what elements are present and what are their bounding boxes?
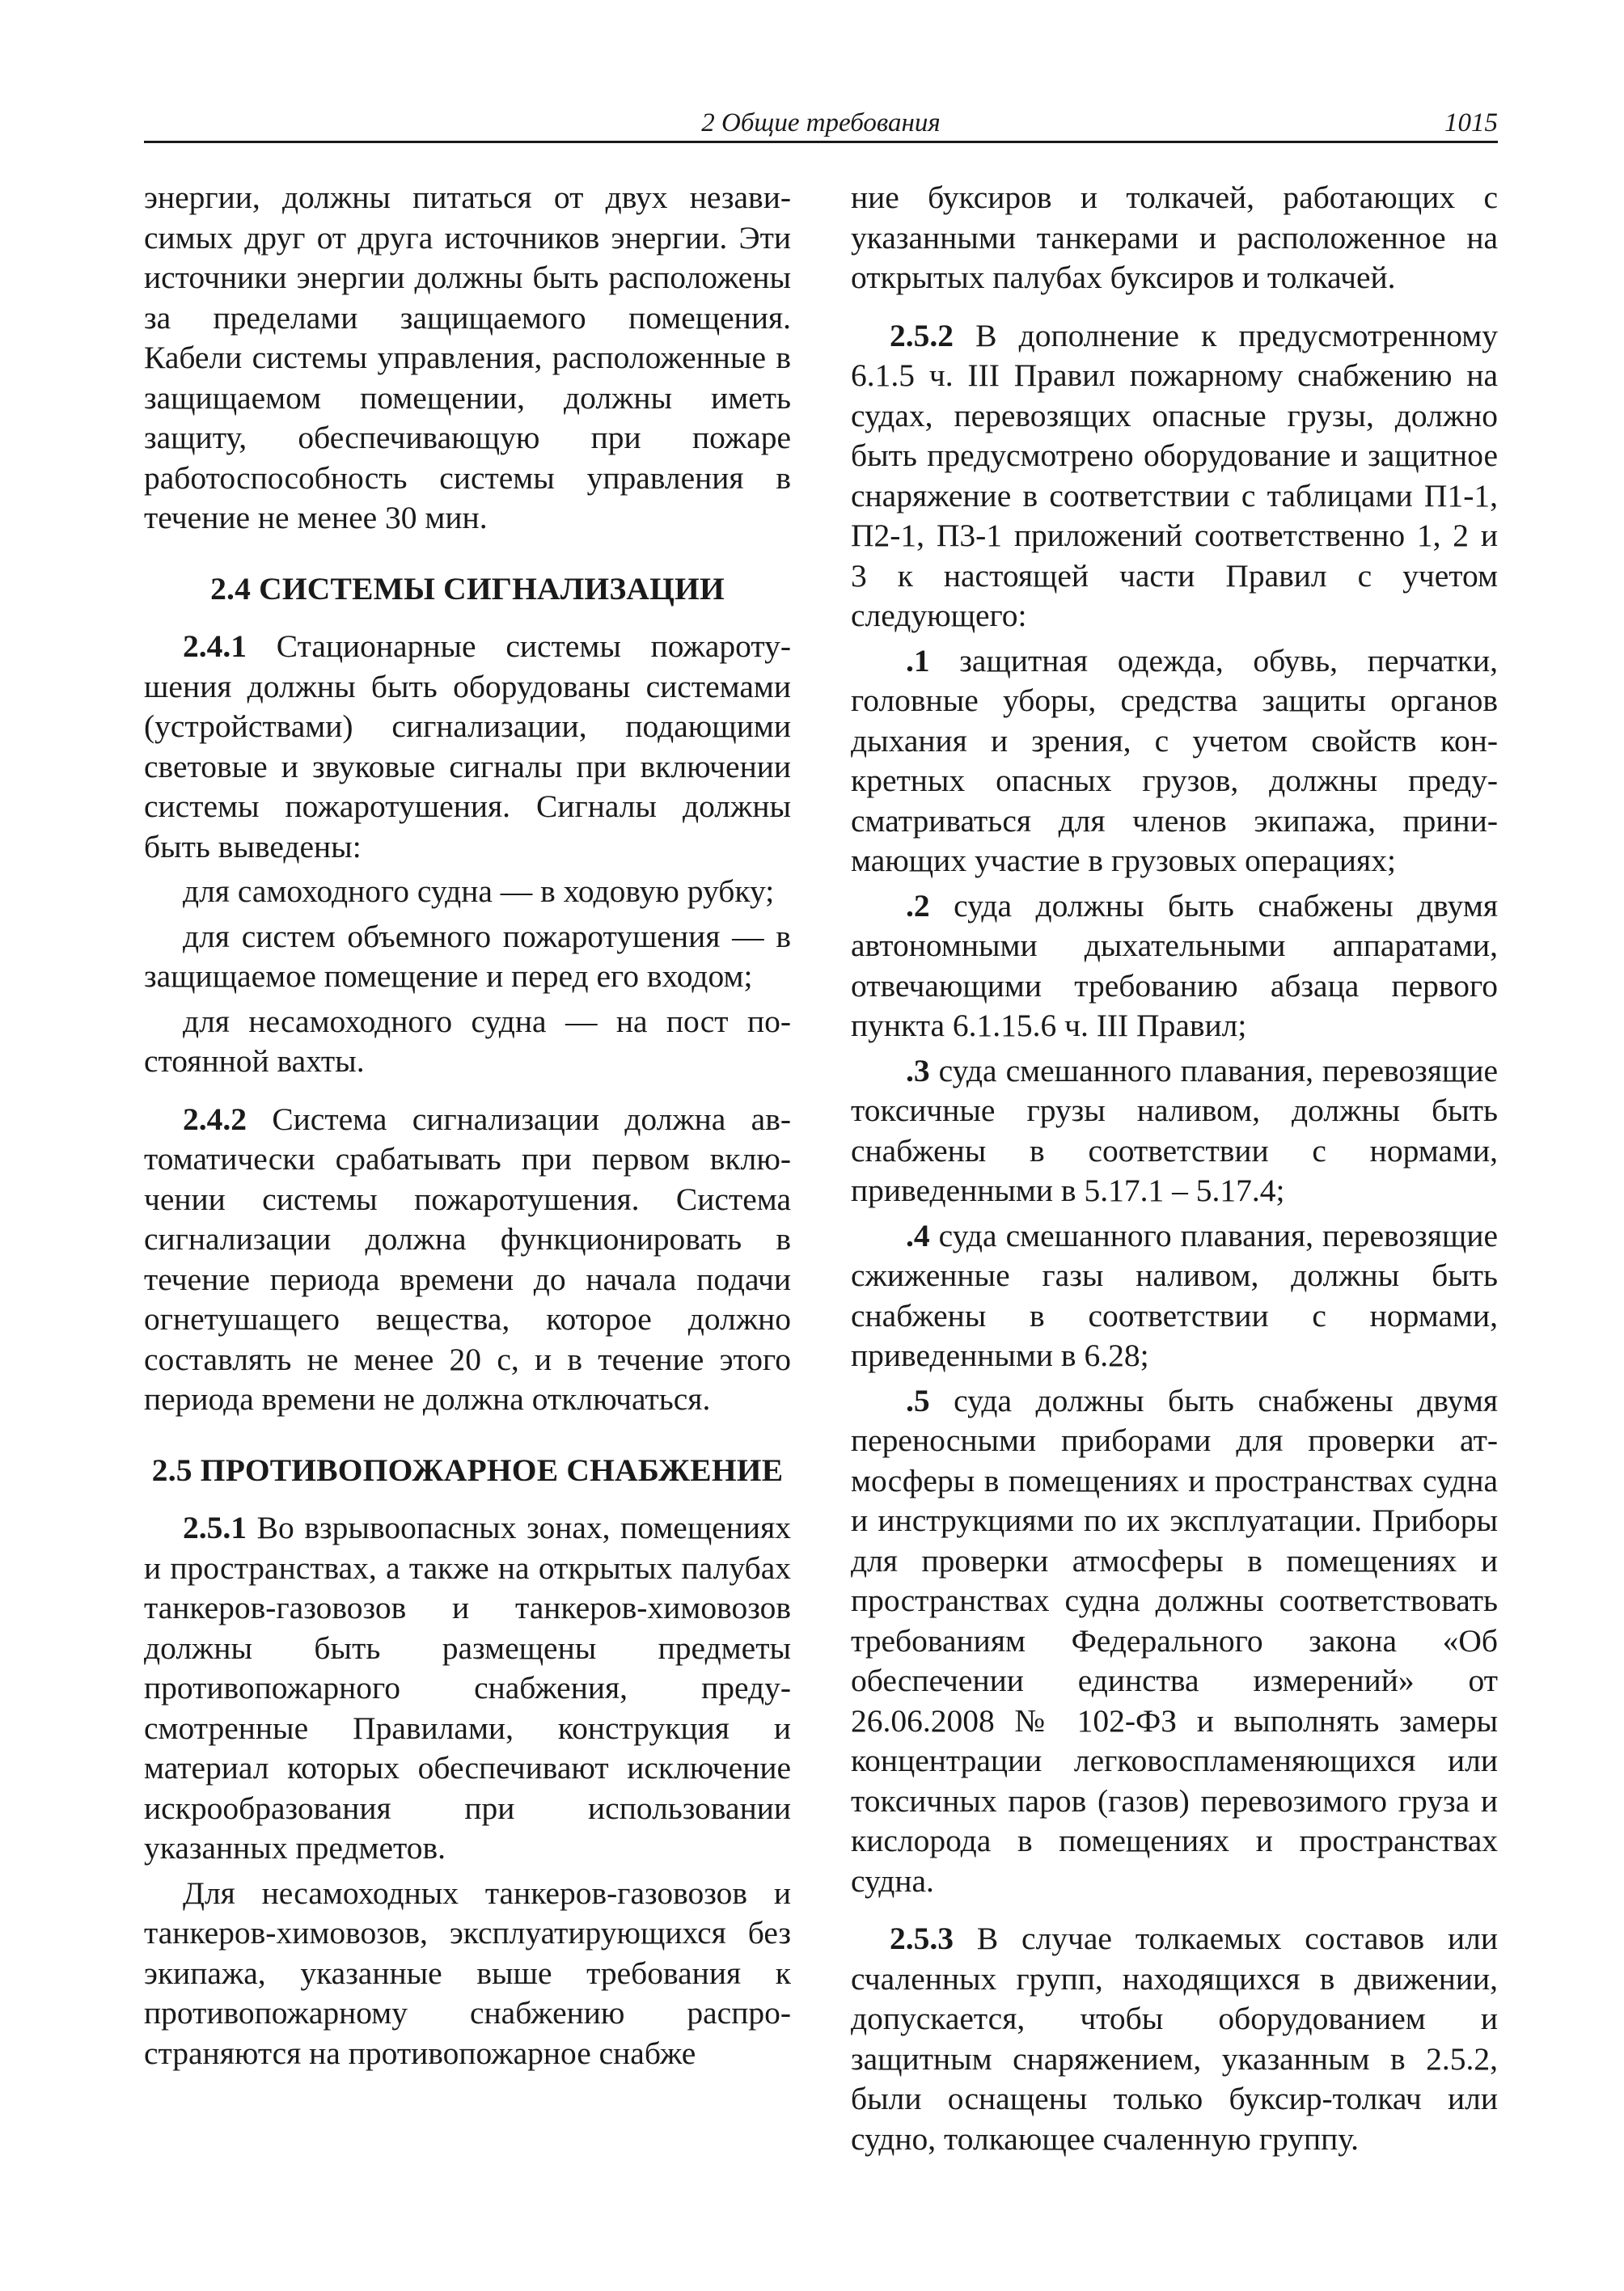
paragraph-2-5-3 [851, 1919, 1498, 2159]
clause-number: 2.5.1 [183, 1510, 247, 1545]
paragraph-2-4-2 [144, 1100, 791, 1420]
paragraph-2-5-1 [144, 1508, 791, 1869]
clause-text: Система сигнализации должна автоматически срабатывать при первом включении системы пожаротушения. Система сигнализации должна функционировать в течение периода времени до начала подачи огнетушащего вещества, которое должно составлять не менее 20 с, и в течение этого периода времени не должна отключаться. [144, 1101, 791, 1417]
list-line: для самоходного судна — в ходовую рубку; [183, 873, 775, 909]
item-number: .1 [906, 642, 930, 678]
section-heading-2-4: 2.4 СИСТЕМЫ СИГНАЛИЗАЦИИ [210, 570, 725, 607]
page-number: 1015 [1444, 108, 1498, 137]
item-text: суда смешанного плавания, перевозящие сжиженные газы наливом, должны быть снабжены в соответствии с нормами, приведенными в 6.28; [851, 1217, 1498, 1373]
item-text: защитная одежда, обувь, перчатки, головные уборы, средства защиты органов дыхания и зрения, с учетом свойств конкретных опасных грузов, должны предусматриваться для членов экипажа, принимающих участие в грузовых операциях; [851, 642, 1498, 878]
clause-number: 2.5.3 [890, 1921, 954, 1956]
item-number: .2 [906, 887, 930, 924]
clause-number: 2.5.2 [890, 317, 954, 353]
right-column [851, 178, 1498, 2159]
page-header [144, 104, 1498, 143]
list-line: для систем объемного пожаротушения — в защищаемое помещение и перед его входом; [144, 918, 791, 994]
clause-number: 2.4.1 [183, 628, 247, 664]
list-item-1 [851, 641, 1498, 881]
list-item-3 [851, 1051, 1498, 1211]
item-number: .4 [906, 1217, 930, 1253]
running-title: 2 Общие требования [701, 108, 941, 137]
clause-number: 2.4.2 [183, 1101, 247, 1137]
section-heading-2-5: 2.5 ПРОТИВОПОЖАРНОЕ СНАБЖЕНИЕ [151, 1452, 784, 1488]
clause-text: Стационарные системы пожаротушения должны быть оборудованы системами (устройствами) сигнализации, подающими световые и звуковые сигналы при включении системы пожаротушения. Сигналы должны быть выведены: [144, 628, 791, 864]
item-number: .3 [906, 1052, 930, 1088]
clause-text: Во взрывоопасных зонах, помещениях и пространствах, а также на открытых палубах танкеров-газовозов и танкеров-химовозов должны быть размещены предметы противопожарного снабжения, предусмотренные Правилами, конструкция и материал которых обеспечивают исключение искрообразования при использовании указанных предметов. [144, 1510, 791, 1866]
item-text: суда должны быть снабжены двумя автономными дыхательными аппаратами, отвечающими требованию абзаца первого пункта 6.1.15.6 ч. III Правил; [851, 887, 1498, 1043]
paragraph-2-5-2 [851, 316, 1498, 636]
item-text: суда должны быть снабжены двумя переносными приборами для проверки атмосферы в помещениях и пространствах судна и инструкциями по их эксплуатации. Приборы для проверки атмосферы в помещениях и пространствах судна должны соответствовать требованиям Федерального закона «Об обеспечении единства измерений» от 26.06.2008 № 102-ФЗ и выполнять замеры концентрации легковоспламеняющихся или токсичных паров (газов) перевозимого груза и кислорода в помещениях и пространствах судна. [851, 1382, 1498, 1899]
paragraph-continued: ние буксиров и толкачей, работающих с указанными танкерами и расположенное на открытых палубах буксиров и толкачей. [851, 180, 1498, 295]
paragraph-2-5-1-b: Для несамоходных танкеров-газовозов и танкеров-химовозов, эксплуатирующихся без экипажа, указанные выше требования к противопожарному снабжению распространяются на противопожарное снабже [144, 1875, 791, 2071]
item-text: суда смешанного плавания, перевозящие токсичные грузы наливом, должны быть снабжены в соответствии с нормами, приведенными в 5.17.1 – 5.17.4; [851, 1052, 1498, 1208]
left-column [144, 178, 791, 2073]
clause-text: В случае толкаемых составов или счаленных групп, находящихся в движении, допускается, чтобы оборудованием и защитным снаряжением, указанным в 2.5.2, были оснащены только буксир-толкач или судно, толкающее счаленную группу. [851, 1921, 1498, 2157]
list-item-4 [851, 1216, 1498, 1376]
list-item-2 [851, 886, 1498, 1046]
list-line: для несамоходного судна — на пост постоянной вахты. [144, 1003, 791, 1079]
paragraph-2-4-1 [144, 627, 791, 867]
item-number: .5 [906, 1382, 930, 1418]
list-item-5 [851, 1381, 1498, 1902]
clause-text: В дополнение к предусмотренному 6.1.5 ч. III Правил пожарному снабжению на судах, перевозящих опасные грузы, должно быть предусмотрено оборудование и защитное снаряжение в соответствии с таблицами П1-1, П2-1, П3-1 приложений соответственно 1, 2 и 3 к настоящей части Правил с учетом следующего: [851, 317, 1498, 633]
paragraph-intro: энергии, должны питаться от двух независимых друг от друга источников энергии. Эти источники энергии должны быть расположены за пределами защищаемого помещения. Кабели системы управления, расположенные в защищаемом помещении, должны иметь защиту, обеспечивающую при пожаре работоспособность системы управления в течение не менее 30 мин. [144, 180, 791, 535]
